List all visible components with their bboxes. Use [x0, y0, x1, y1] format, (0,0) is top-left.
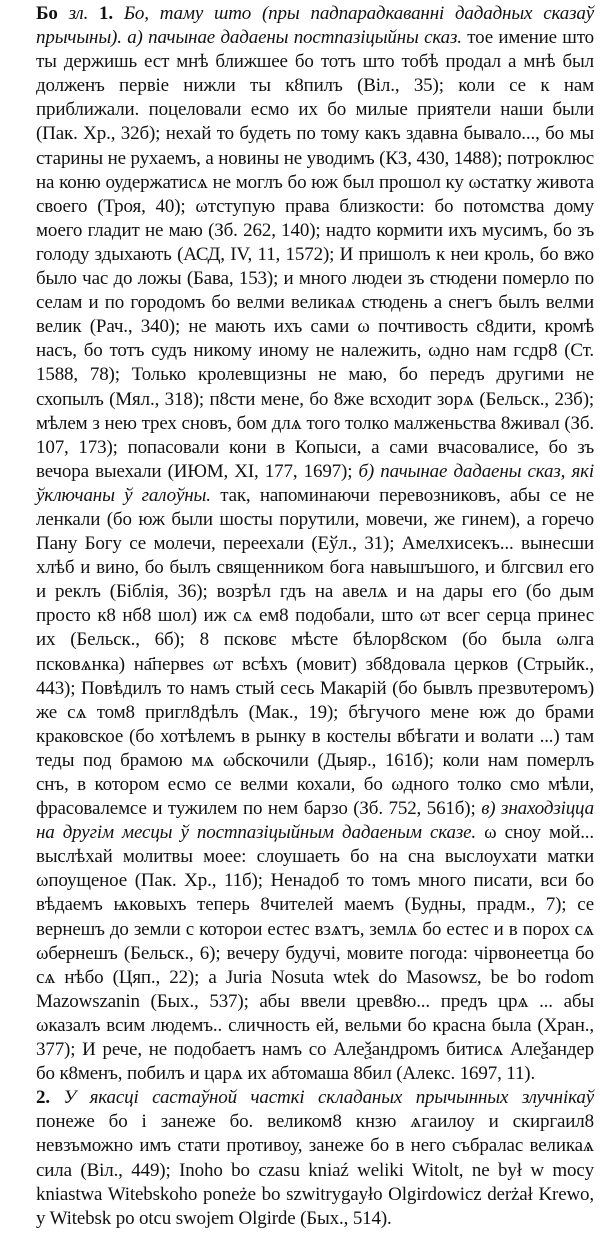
part-of-speech: зл. — [68, 3, 89, 24]
sub-b-label: б) пачынае дадаены сказ, які ўключаны ў галоўны. — [36, 460, 594, 506]
sub-c-citations: ω сноу мой... выслѣхай молитвы моее: слоушаеть бо на сна выслоухати матки ωпоущеное (Пак. Хр., 11б); Ненадоб то томъ много писати, вси бо вѣдаемъ ѩковыхъ теперь 8чителей маемъ (Будны, прадм., 7); се вернешъ до земли с которои естес взѧтъ, землѧ бо естес и в порох сѧ ωбернешъ (Бельск., 6); вечеру будучі, мовите погода: чірвонеетца бо сѧ нѣбо (Цяп., 22); a Juria Nosuta wtek do Masowsz, be bo rodom Mazowszanin (Бых., 537); абы ввели црев8ю... предъ црѧ ... абы ωказалъ всим людемъ.. сличность ей, вельми бо красна была (Хран., 377); И рече, не подобаетъ намъ со Алеѯандромъ битисѧ Алеѯандер бо к8менъ, побилъ и царѧ их абтомаша 8бил (Алекс. 1697, 11). — [36, 822, 595, 1085]
sense-2-citations: понеже бо і занеже бо. великом8 кнзю ѧгаилоу и скиргаил8 невзъможно имъ стати противоу, занеже бо в него събралас великаѧ сила (Віл., 449); Inoho bo czasu kniaź weliki Witolt, ne był w mocy kniastwa Witebskoho poneże bo szwitrygayło Olgirdowicz derżał Krewo, y Witebsk po otcu swojem Olgirde (Бых., 514). — [36, 1111, 594, 1229]
sense-2-gloss: У якасці састаўной часткі складаных прычынных злучнікаў — [63, 1087, 594, 1109]
entry-sense-2 — [36, 1086, 594, 1231]
sub-a-citations: тое имение што ты держишь ест мнѣ ближшее бо тотъ што тобѣ продал а мнѣ был долженъ первіе нижли ты к8пилъ (Віл., 35); коли се к нам приближали. поцеловали есмо их бо милые приятели наши были (Пак. Хр., 32б); нехай то будеть по тому какъ здавна бывало..., бо мы старины не рухаемъ, а новины не уводимъ (КЗ, 430, 1488); потроклюс на коню оудержатисѧ не моглъ бо юж был прошол ку ωстатку живота своего (Троя, 40); ωтступую права близкости: бо потомства дому моего гладит не маю (Зб. 262, 140); надто кормити ихъ мусимъ, бо зъ голоду здыхають (АСД, IV, 11, 1572); И пришолъ к неи кроль, бо вжо было час до ложы (Бава, 153); и много людеи зъ стюдени померло по селам и по городомъ бо велми великаѧ стюдень а снегъ былъ велми велик (Рач., 340); не мають ихъ сами ω почтивость с8дити, кромѣ насъ, бо тотъ судъ никому иному не належить, ωдно нам гсдр8 (Ст. 1588, 78); Только кролевщизны не маю, бо передъ другими не схопылъ (Мял., 318); п8сти мене, бо 8же всходит зорѧ (Бельск., 23б); мѣлем з нею трех сновъ, бом длѧ того толко малженьства 8живал (Зб. 107, 173); попасовали кони в Копыси, а сами вчасовалисе, бо зъ вечора выехали (ИЮМ, XI, 177, 1697); — [36, 27, 595, 482]
headword: Бо — [36, 3, 58, 24]
sub-c-label: в) знаходзіцца на другім месцы ў постпазіцыйным дадаеным сказе. — [36, 798, 594, 844]
sub-a-label: а) пачынае дадаены постпазіцыйны сказ. — [127, 27, 462, 49]
sense-1-number: 1. — [99, 3, 113, 24]
sense-2-number: 2. — [36, 1087, 50, 1109]
sub-b-citations: так, напоминаючи перевозниковъ, абы се не ленкали (бо юж были шосты порутили, мовечи, же гинем), а горечо Пану Богу се молечи, переехали (Еўл., 31); Амелхисекъ... вынесши хлѣб и вино, бо былъ священником бога навышъшого, и блгсвил его и реклъ (Біблія, 36); возрѣл гдъ на авелѧ и на дары его (бо дым просто к8 нб8 шол) иж сѧ ем8 подобали, што ωт всег серца принес их (Бельск., 6б); 8 псковє мѣсте бѣлор8ском (бо была ωлга псковѧнка) на҃первеѕ ωт всѣхъ (мовит) зб8довала церков (Стрыйк., 443); Повѣдилъ то намъ стый сесь Макарій (бо бывлъ презвυтеромъ) же сѧ том8 пригл8дѣлъ (Мак., 19); бѣгучого мене юж до брами краковское (бо хотѣлемъ в рынку в костелы вбѣгати и волати ...) там теды под брамою мѧ ωбскочили (Дыяр., 161б); коли нам померлъ снъ, в котором есмо се велми кохали, бо ωдного толко смо мѣли, фрасовалемсе и тужилем по нем барзо (Зб. 752, 561б); — [36, 484, 594, 820]
entry-sense-1 — [36, 2, 594, 1086]
sense-1-gloss: Бо, таму што (пры падпарадкаванні дададных сказаў прычыны). — [36, 3, 594, 49]
